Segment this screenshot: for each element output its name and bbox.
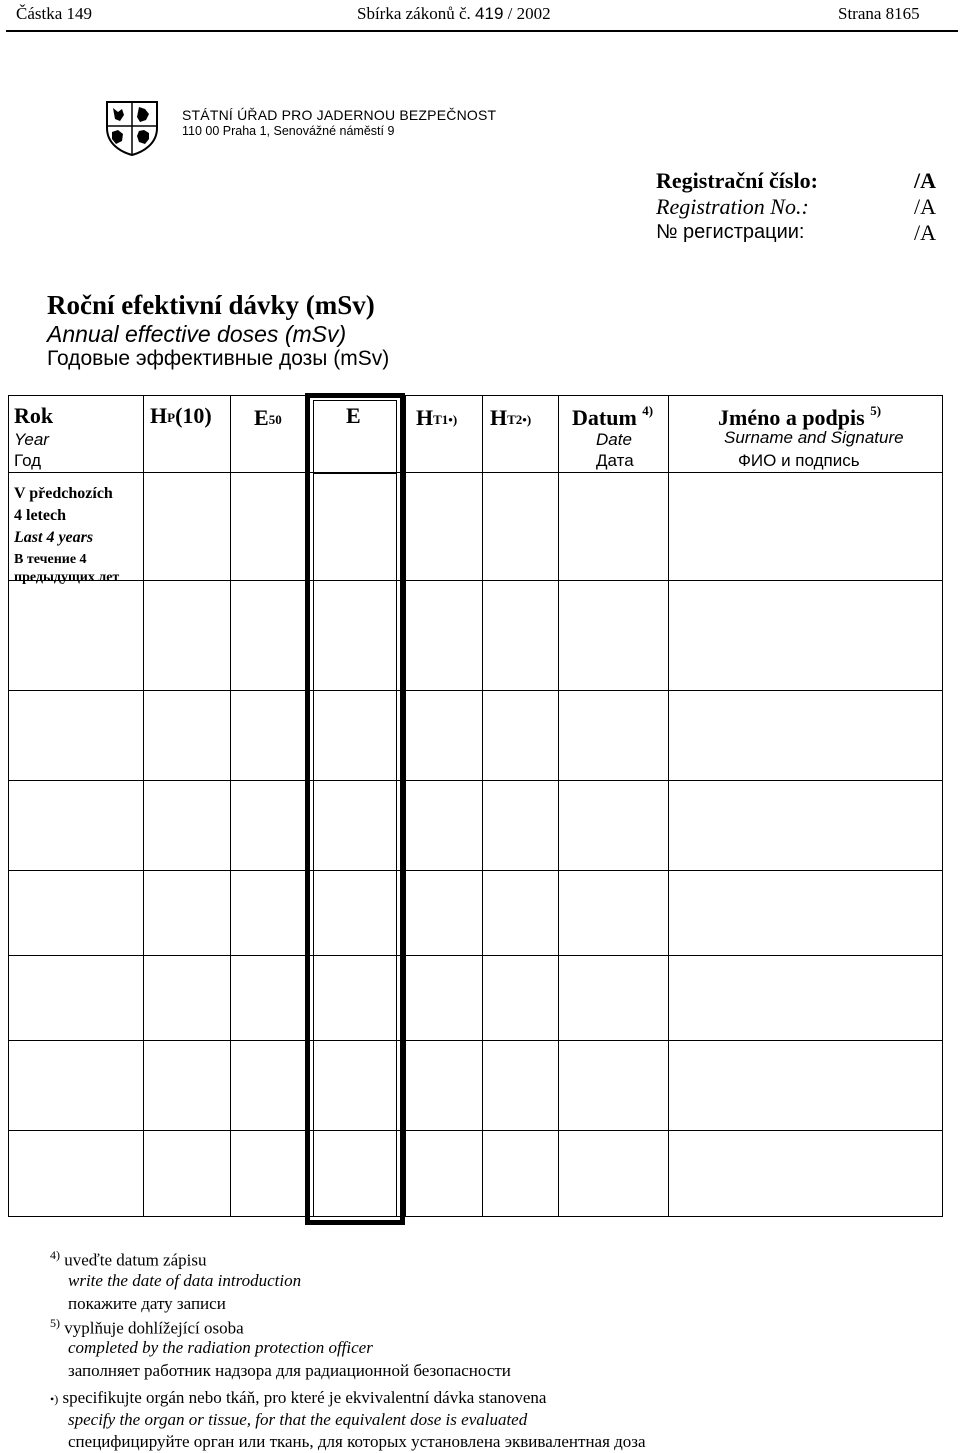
registration-suffix-cz: /A — [914, 168, 936, 193]
col-hp10 — [150, 403, 212, 429]
grid-hline — [8, 870, 943, 871]
prev-years-ru2: предыдущих лет — [14, 570, 120, 585]
footnote-asterisk-cz — [50, 1388, 546, 1408]
header-rule — [6, 30, 958, 32]
col-ht1-note: •) — [448, 412, 458, 427]
col-hp10-rest: (10) — [175, 403, 212, 428]
grid-hline — [8, 690, 943, 691]
registration-label-cz: Registrační číslo: — [656, 168, 818, 193]
col-name-cz — [718, 403, 881, 431]
registration-label-en: Registration No.: — [656, 194, 809, 219]
header-collection — [357, 4, 551, 24]
footnote-asterisk-ru: специфицируйте орган или ткань, для которых установлена эквивалентная доза — [68, 1432, 646, 1451]
title-ru: Годовые эффективные дозы (mSv) — [47, 347, 390, 370]
dose-table — [8, 395, 943, 1217]
col-ht2-note: •) — [522, 412, 532, 427]
grid-hline — [8, 472, 943, 473]
header-page: Strana 8165 — [838, 4, 920, 23]
grid-vline — [668, 395, 669, 1217]
prev-years-ru1: В течение 4 — [14, 552, 87, 567]
col-year-en: Year — [14, 430, 49, 449]
authority-address: 110 00 Praha 1, Senovážné náměstí 9 — [182, 124, 395, 138]
col-year-cz: Rok — [14, 403, 54, 428]
prev-years-cz2: 4 letech — [14, 507, 66, 524]
highlighted-column-inner — [313, 400, 397, 1217]
header-collection-prefix: Sbírka zákonů č. — [357, 4, 471, 23]
footnote-5-en: completed by the radiation protection officer — [68, 1338, 373, 1357]
registration-label-ru: № регистрации: — [656, 221, 805, 243]
footnote-5-cz-text: vyplňuje dohlížející osoba — [64, 1318, 244, 1338]
footnote-4-ru: покажите дату записи — [68, 1294, 226, 1313]
grid-hline — [8, 955, 943, 956]
col-date-note: 4) — [642, 403, 654, 418]
footnote-5-mark: 5) — [50, 1316, 60, 1330]
title-en: Annual effective doses (mSv) — [47, 321, 347, 347]
registration-suffix-en: /A — [914, 194, 936, 219]
col-date-cz-label: Datum — [572, 405, 637, 430]
grid-vline — [230, 395, 231, 1217]
grid-hline — [8, 1130, 943, 1131]
authority-name: STÁTNÍ ÚŘAD PRO JADERNOU BEZPEČNOST — [182, 107, 497, 123]
footnote-5-cz — [50, 1316, 244, 1339]
header-collection-number: 419 — [475, 4, 504, 23]
title-cz: Roční efektivní dávky (mSv) — [47, 290, 375, 320]
col-date-cz — [572, 403, 653, 431]
footnote-4-en: write the date of data introduction — [68, 1271, 302, 1290]
footnote-4-cz-text: uveďte datum zápisu — [64, 1250, 207, 1270]
col-name-en: Surname and Signature — [724, 428, 904, 447]
grid-hline — [8, 580, 943, 581]
col-ht1-sub: T1 — [433, 412, 449, 427]
footnote-4-cz — [50, 1248, 206, 1271]
registration-suffix-ru: /A — [914, 220, 936, 245]
footnote-asterisk-cz-text: specifikujte orgán nebo tkáň, pro které je ekvivalentní dávka stanovena — [62, 1388, 547, 1407]
highlighted-column-divider — [313, 472, 397, 474]
col-ht1 — [416, 405, 457, 431]
col-e50-main: E — [254, 405, 269, 430]
col-ht2 — [490, 405, 531, 431]
col-e50-sub: 50 — [268, 412, 282, 427]
col-ht2-main: H — [490, 405, 508, 430]
grid-vline — [558, 395, 559, 1217]
footnote-asterisk-en: specify the organ or tissue, for that the equivalent dose is evaluated — [68, 1410, 528, 1429]
col-name-note: 5) — [870, 403, 882, 418]
grid-hline — [8, 780, 943, 781]
col-name-ru: ФИО и подпись — [738, 451, 860, 470]
header-collection-suffix: / 2002 — [507, 4, 551, 23]
grid-vline — [143, 395, 144, 1217]
header-part: Částka 149 — [16, 4, 93, 23]
col-ht1-main: H — [416, 405, 434, 430]
col-date-en: Date — [596, 430, 632, 449]
col-e50 — [254, 405, 282, 431]
col-name-cz-label: Jméno a podpis — [718, 405, 865, 430]
footnote-5-ru: заполняет работник надзора для радиационной безопасности — [68, 1361, 511, 1380]
coat-of-arms-icon — [103, 98, 161, 156]
prev-years-en: Last 4 years — [14, 529, 94, 546]
grid-vline — [482, 395, 483, 1217]
col-e: E — [346, 403, 361, 428]
grid-vline — [405, 395, 406, 1217]
col-hp10-main: H — [150, 403, 168, 428]
footnote-asterisk-mark: •) — [50, 1392, 59, 1406]
col-ht2-sub: T2 — [507, 412, 523, 427]
col-year-ru: Год — [14, 451, 42, 470]
footnote-4-mark: 4) — [50, 1248, 60, 1262]
col-date-ru: Дата — [596, 451, 634, 470]
prev-years-cz1: V předchozích — [14, 485, 113, 502]
grid-hline — [8, 1040, 943, 1041]
col-hp10-sub: P — [167, 410, 176, 425]
